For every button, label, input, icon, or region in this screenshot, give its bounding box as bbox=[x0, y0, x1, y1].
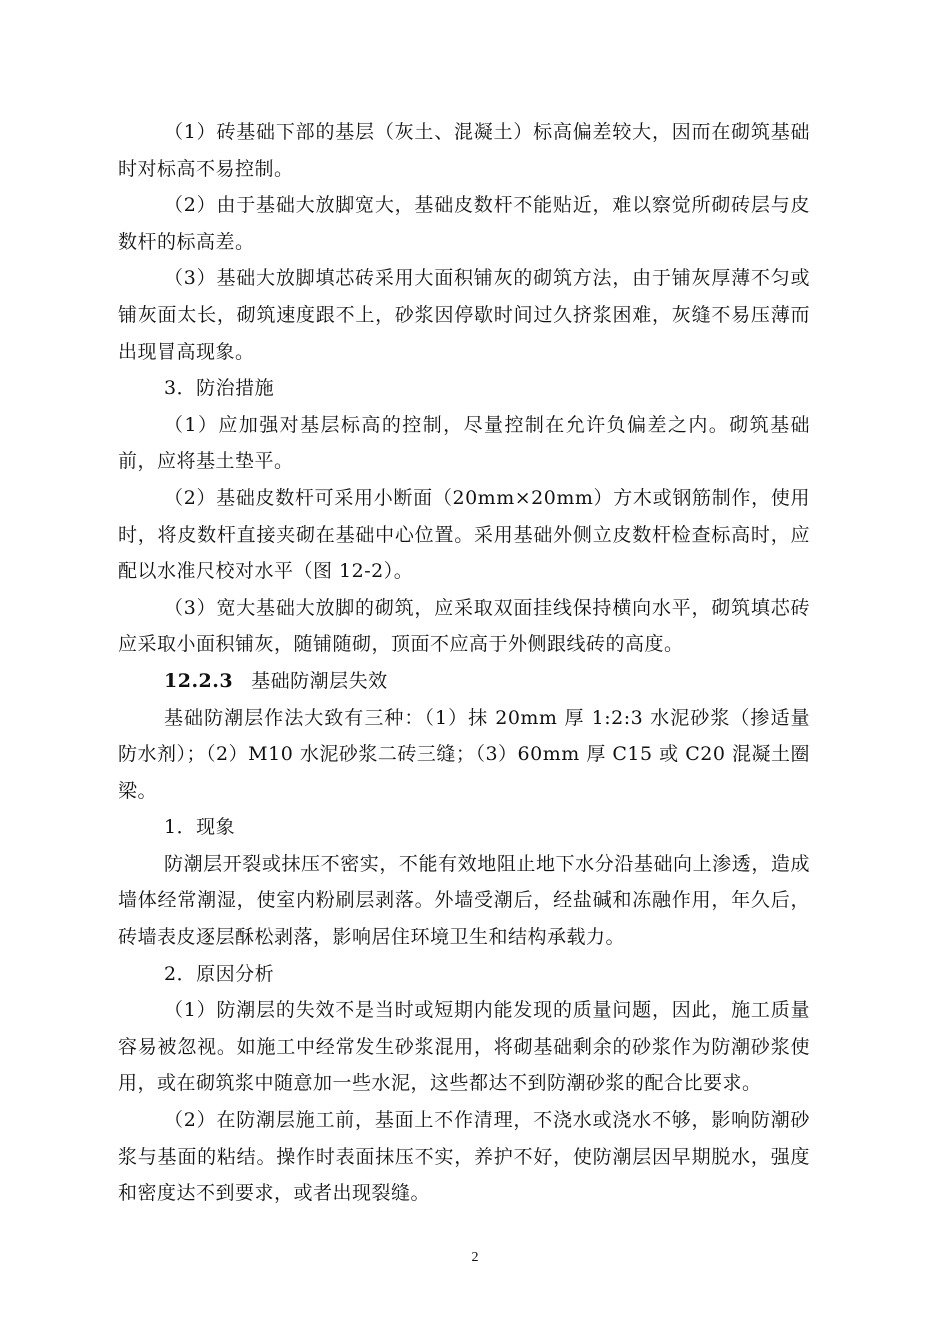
paragraph: （2）基础皮数杆可采用小断面（20mm×20mm）方木或钢筋制作，使用时，将皮数杆直接夹砌在基础中心位置。采用基础外侧立皮数杆检查标高时，应配以水准尺校对水平（图 12-2）。 bbox=[118, 486, 810, 583]
section-title: 基础防潮层失效 bbox=[251, 669, 388, 692]
subheading-phenomenon: 1．现象 bbox=[164, 816, 236, 839]
paragraph: 基础防潮层作法大致有三种：（1）抹 20mm 厚 1:2:3 水泥砂浆（掺适量防水剂）；（2）M10 水泥砂浆二砖三缝；（3）60mm 厚 C15 或 C20 混凝土圈梁。 bbox=[118, 706, 810, 802]
paragraph: （2）在防潮层施工前，基面上不作清理，不浇水或浇水不够，影响防潮砂浆与基面的粘结。操作时表面抹压不实，养护不好，使防潮层因早期脱水，强度和密度达不到要求，或者出现裂缝。 bbox=[118, 1109, 810, 1205]
section-heading bbox=[118, 663, 810, 700]
paragraph: （3）基础大放脚填芯砖采用大面积铺灰的砌筑方法，由于铺灰厚薄不匀或铺灰面太长，砌筑速度跟不上，砂浆因停歇时间过久挤浆困难，灰缝不易压薄而出现冒高现象。 bbox=[118, 267, 810, 363]
subheading-prevention: 3．防治措施 bbox=[164, 377, 275, 400]
section-number: 12.2.3 bbox=[164, 669, 234, 692]
paragraph: （2）由于基础大放脚宽大，基础皮数杆不能贴近，难以察觉所砌砖层与皮数杆的标高差。 bbox=[118, 194, 810, 253]
paragraph: （3）宽大基础大放脚的砌筑，应采取双面挂线保持横向水平，砌筑填芯砖应采取小面积铺灰，随铺随砌，顶面不应高于外侧跟线砖的高度。 bbox=[118, 596, 810, 656]
page-number: 2 bbox=[471, 1250, 479, 1265]
document-body bbox=[118, 114, 810, 1212]
subheading-cause-analysis: 2．原因分析 bbox=[164, 962, 275, 985]
paragraph: （1）砖基础下部的基层（灰土、混凝土）标高偏差较大，因而在砌筑基础时对标高不易控制。 bbox=[118, 121, 810, 180]
paragraph: （1）防潮层的失效不是当时或短期内能发现的质量问题，因此，施工质量容易被忽视。如施工中经常发生砂浆混用，将砌基础剩余的砂浆作为防潮砂浆使用，或在砌筑浆中随意加一些水泥，这些都达不到防潮砂浆的配合比要求。 bbox=[118, 999, 810, 1095]
paragraph: （1）应加强对基层标高的控制，尽量控制在允许负偏差之内。砌筑基础前，应将基土垫平。 bbox=[118, 413, 810, 473]
paragraph: 防潮层开裂或抹压不密实，不能有效地阻止地下水分沿基础向上渗透，造成墙体经常潮湿，使室内粉刷层剥落。外墙受潮后，经盐碱和冻融作用，年久后，砖墙表皮逐层酥松剥落，影响居住环境卫生和结构承载力。 bbox=[118, 852, 810, 949]
